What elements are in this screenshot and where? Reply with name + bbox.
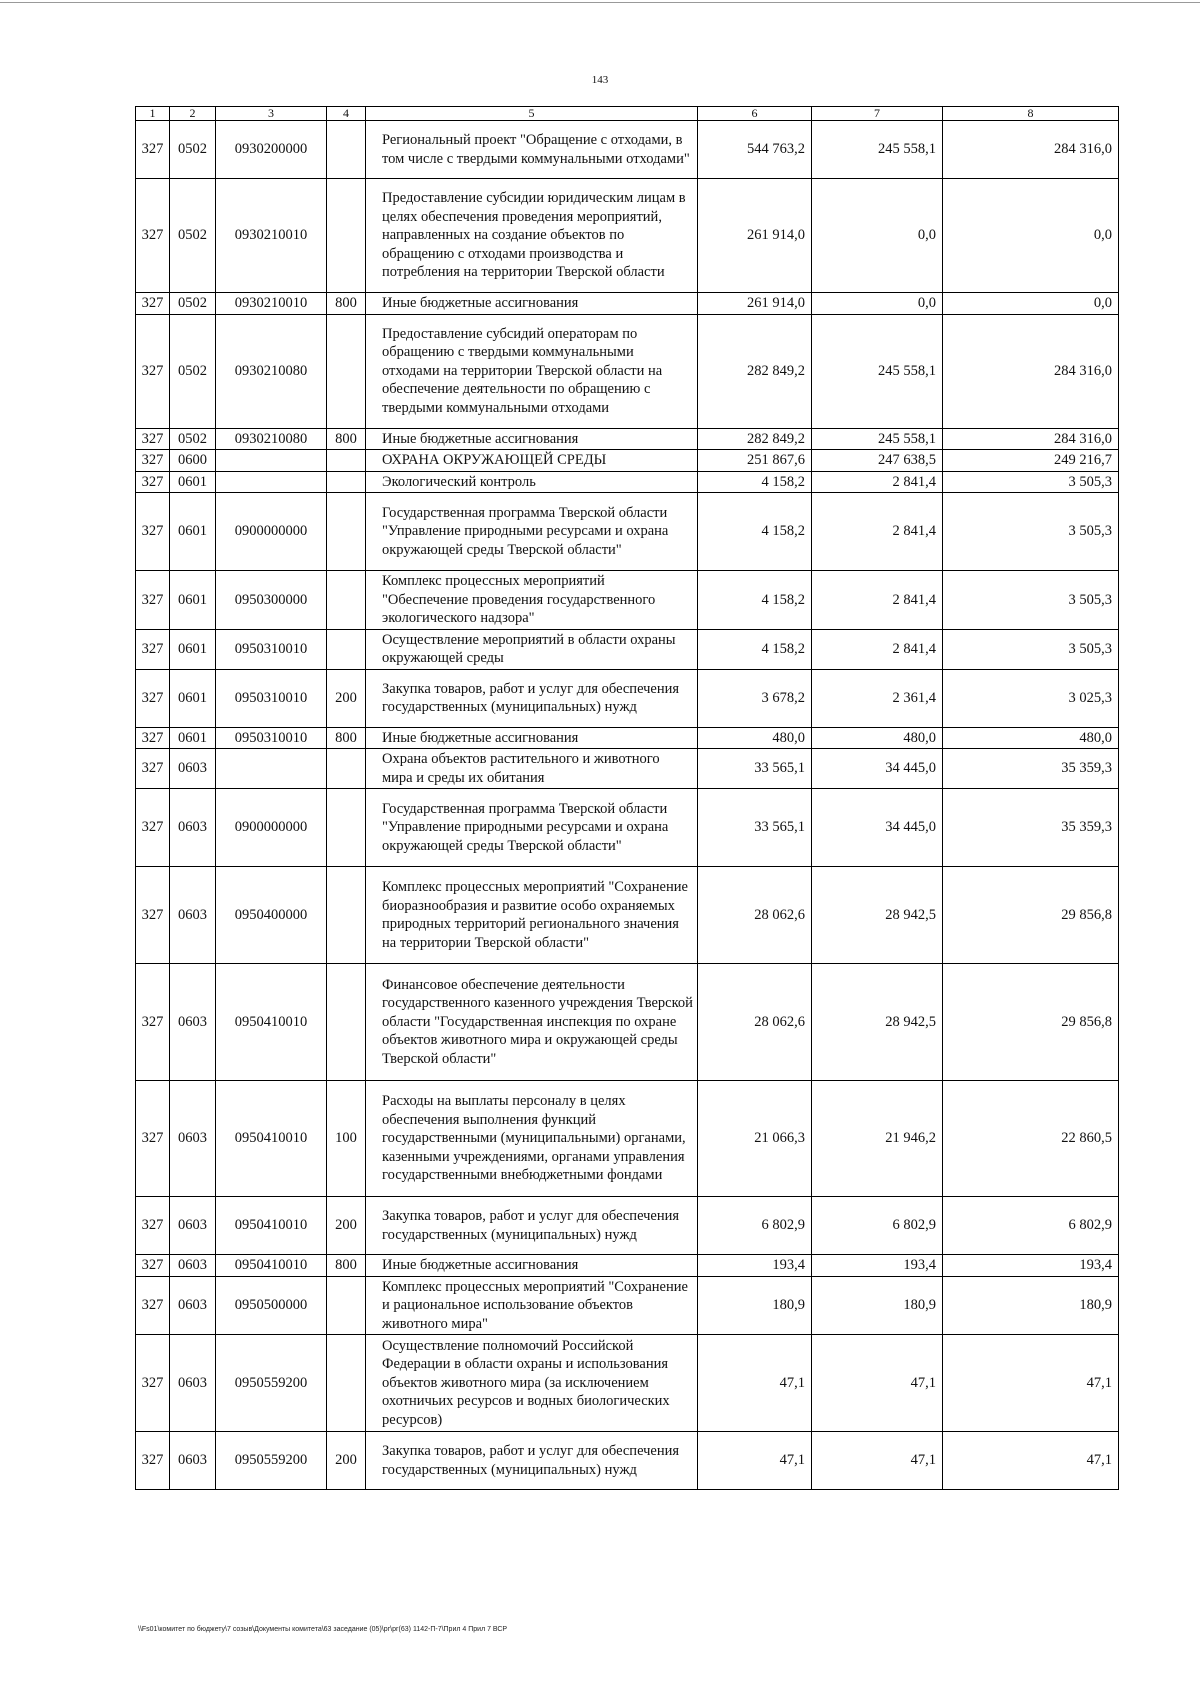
cell-amount-2025: 21 946,2 (812, 1081, 943, 1197)
cell-amount-2025: 2 841,4 (812, 471, 943, 493)
cell-section-code: 0601 (170, 493, 216, 571)
cell-amount-2025: 0,0 (812, 293, 943, 315)
cell-section-code: 0502 (170, 314, 216, 428)
cell-amount-2024: 4 158,2 (698, 571, 812, 630)
cell-section-code: 0600 (170, 450, 216, 472)
column-header-1: 1 (136, 107, 170, 121)
cell-admin-code: 327 (136, 493, 170, 571)
cell-amount-2024: 251 867,6 (698, 450, 812, 472)
cell-expense-type (327, 493, 366, 571)
cell-amount-2026: 284 316,0 (943, 121, 1119, 179)
cell-amount-2025: 2 841,4 (812, 571, 943, 630)
column-header-2: 2 (170, 107, 216, 121)
cell-expense-type (327, 450, 366, 472)
cell-expense-type: 200 (327, 669, 366, 727)
cell-amount-2025: 28 942,5 (812, 867, 943, 964)
cell-description: Закупка товаров, работ и услуг для обеспечения государственных (муниципальных) нужд (366, 669, 698, 727)
cell-section-code: 0603 (170, 1335, 216, 1432)
column-header-3: 3 (216, 107, 327, 121)
cell-target-article (216, 749, 327, 789)
cell-amount-2026: 3 505,3 (943, 629, 1119, 669)
cell-amount-2026: 0,0 (943, 293, 1119, 315)
cell-description: Государственная программа Тверской области "Управление природными ресурсами и охрана окружающей среды Тверской области" (366, 789, 698, 867)
cell-amount-2024: 3 678,2 (698, 669, 812, 727)
cell-amount-2024: 33 565,1 (698, 749, 812, 789)
table-row (136, 1432, 1119, 1490)
cell-admin-code: 327 (136, 867, 170, 964)
cell-expense-type (327, 1335, 366, 1432)
cell-target-article: 0950400000 (216, 867, 327, 964)
cell-amount-2024: 4 158,2 (698, 471, 812, 493)
cell-amount-2026: 6 802,9 (943, 1197, 1119, 1255)
cell-expense-type (327, 471, 366, 493)
cell-expense-type (327, 867, 366, 964)
cell-amount-2026: 180,9 (943, 1276, 1119, 1335)
cell-section-code: 0502 (170, 428, 216, 450)
cell-target-article: 0930210080 (216, 428, 327, 450)
cell-admin-code: 327 (136, 571, 170, 630)
cell-description: Охрана объектов растительного и животного мира и среды их обитания (366, 749, 698, 789)
cell-amount-2025: 245 558,1 (812, 314, 943, 428)
cell-admin-code: 327 (136, 179, 170, 293)
cell-amount-2025: 180,9 (812, 1276, 943, 1335)
cell-expense-type (327, 179, 366, 293)
cell-amount-2025: 34 445,0 (812, 749, 943, 789)
table-row (136, 629, 1119, 669)
cell-section-code: 0601 (170, 471, 216, 493)
cell-description: Иные бюджетные ассигнования (366, 1255, 698, 1277)
cell-target-article: 0950300000 (216, 571, 327, 630)
cell-amount-2026: 47,1 (943, 1335, 1119, 1432)
column-header-6: 6 (698, 107, 812, 121)
cell-description: Осуществление полномочий Российской Федерации в области охраны и использования объектов животного мира (за исключением охотничьих ресурсов и водных биологических ресурсов) (366, 1335, 698, 1432)
cell-target-article: 0930200000 (216, 121, 327, 179)
cell-amount-2025: 245 558,1 (812, 121, 943, 179)
cell-amount-2024: 544 763,2 (698, 121, 812, 179)
table-row (136, 867, 1119, 964)
table-row (136, 428, 1119, 450)
table-row (136, 293, 1119, 315)
cell-section-code: 0603 (170, 1255, 216, 1277)
cell-amount-2024: 180,9 (698, 1276, 812, 1335)
cell-admin-code: 327 (136, 1432, 170, 1490)
cell-amount-2026: 35 359,3 (943, 749, 1119, 789)
header-row (136, 107, 1119, 121)
cell-description: Комплекс процессных мероприятий "Сохранение биоразнообразия и развитие особо охраняемых природных территорий регионального значения на территории Тверской области" (366, 867, 698, 964)
cell-admin-code: 327 (136, 471, 170, 493)
table-row (136, 727, 1119, 749)
cell-admin-code: 327 (136, 293, 170, 315)
cell-amount-2025: 34 445,0 (812, 789, 943, 867)
cell-amount-2025: 2 841,4 (812, 493, 943, 571)
cell-amount-2025: 47,1 (812, 1432, 943, 1490)
column-header-5: 5 (366, 107, 698, 121)
cell-expense-type: 100 (327, 1081, 366, 1197)
cell-admin-code: 327 (136, 1335, 170, 1432)
table-row (136, 749, 1119, 789)
cell-admin-code: 327 (136, 1197, 170, 1255)
cell-target-article: 0950410010 (216, 1197, 327, 1255)
cell-amount-2024: 21 066,3 (698, 1081, 812, 1197)
cell-amount-2026: 29 856,8 (943, 964, 1119, 1081)
cell-target-article (216, 450, 327, 472)
cell-section-code: 0603 (170, 789, 216, 867)
cell-description: Государственная программа Тверской области "Управление природными ресурсами и охрана окружающей среды Тверской области" (366, 493, 698, 571)
cell-section-code: 0502 (170, 179, 216, 293)
cell-section-code: 0603 (170, 867, 216, 964)
cell-amount-2026: 3 505,3 (943, 493, 1119, 571)
cell-admin-code: 327 (136, 121, 170, 179)
table-row (136, 493, 1119, 571)
cell-section-code: 0603 (170, 1081, 216, 1197)
cell-target-article: 0950500000 (216, 1276, 327, 1335)
cell-admin-code: 327 (136, 669, 170, 727)
cell-description: Экологический контроль (366, 471, 698, 493)
cell-amount-2026: 29 856,8 (943, 867, 1119, 964)
cell-amount-2026: 3 505,3 (943, 471, 1119, 493)
cell-target-article: 0950410010 (216, 1255, 327, 1277)
cell-amount-2024: 4 158,2 (698, 493, 812, 571)
table-row (136, 1197, 1119, 1255)
cell-amount-2024: 261 914,0 (698, 179, 812, 293)
file-path-footer: \\Fs01\комитет по бюджету\7 созыв\Документы комитета\63 заседание (05)\рг\рг(63) 1142-П-7\Прил 4 Прил 7 ВСР (138, 1626, 508, 1633)
cell-amount-2026: 480,0 (943, 727, 1119, 749)
cell-target-article: 0930210010 (216, 179, 327, 293)
cell-admin-code: 327 (136, 1255, 170, 1277)
cell-target-article: 0900000000 (216, 789, 327, 867)
column-header-4: 4 (327, 107, 366, 121)
cell-description: Комплекс процессных мероприятий "Обеспечение проведения государственного экологического надзора" (366, 571, 698, 630)
cell-section-code: 0603 (170, 964, 216, 1081)
cell-expense-type (327, 749, 366, 789)
cell-description: Региональный проект "Обращение с отходами, в том числе с твердыми коммунальными отходами" (366, 121, 698, 179)
column-header-8: 8 (943, 107, 1119, 121)
cell-target-article: 0930210010 (216, 293, 327, 315)
cell-admin-code: 327 (136, 789, 170, 867)
cell-amount-2026: 193,4 (943, 1255, 1119, 1277)
cell-expense-type (327, 314, 366, 428)
table-row (136, 789, 1119, 867)
cell-expense-type (327, 964, 366, 1081)
cell-expense-type: 800 (327, 428, 366, 450)
cell-expense-type: 200 (327, 1432, 366, 1490)
cell-amount-2024: 282 849,2 (698, 314, 812, 428)
cell-amount-2026: 22 860,5 (943, 1081, 1119, 1197)
cell-section-code: 0603 (170, 1197, 216, 1255)
cell-amount-2026: 249 216,7 (943, 450, 1119, 472)
table-row (136, 1276, 1119, 1335)
cell-amount-2025: 2 361,4 (812, 669, 943, 727)
cell-amount-2024: 4 158,2 (698, 629, 812, 669)
cell-description: Комплекс процессных мероприятий "Сохранение и рациональное использование объектов животного мира" (366, 1276, 698, 1335)
cell-amount-2026: 47,1 (943, 1432, 1119, 1490)
cell-amount-2024: 261 914,0 (698, 293, 812, 315)
cell-description: Иные бюджетные ассигнования (366, 428, 698, 450)
table-row (136, 121, 1119, 179)
cell-expense-type: 200 (327, 1197, 366, 1255)
cell-target-article: 0950310010 (216, 669, 327, 727)
cell-amount-2024: 28 062,6 (698, 964, 812, 1081)
cell-target-article: 0950410010 (216, 1081, 327, 1197)
cell-section-code: 0601 (170, 669, 216, 727)
cell-admin-code: 327 (136, 964, 170, 1081)
cell-target-article (216, 471, 327, 493)
cell-description: Предоставление субсидии юридическим лицам в целях обеспечения проведения мероприятий, направленных на создание объектов по обращению с отходами производства и потребления на территории Тверской области (366, 179, 698, 293)
cell-description: Предоставление субсидий операторам по обращению с твердыми коммунальными отходами на территории Тверской области на обеспечение деятельности по обращению с твердыми коммунальными отходами (366, 314, 698, 428)
cell-description: Закупка товаров, работ и услуг для обеспечения государственных (муниципальных) нужд (366, 1197, 698, 1255)
cell-expense-type: 800 (327, 293, 366, 315)
cell-admin-code: 327 (136, 314, 170, 428)
table-row (136, 1081, 1119, 1197)
cell-amount-2026: 3 025,3 (943, 669, 1119, 727)
cell-description: ОХРАНА ОКРУЖАЮЩЕЙ СРЕДЫ (366, 450, 698, 472)
cell-description: Закупка товаров, работ и услуг для обеспечения государственных (муниципальных) нужд (366, 1432, 698, 1490)
cell-section-code: 0603 (170, 1432, 216, 1490)
column-header-7: 7 (812, 107, 943, 121)
cell-section-code: 0601 (170, 571, 216, 630)
cell-section-code: 0601 (170, 727, 216, 749)
page-number: 143 (591, 74, 609, 86)
cell-section-code: 0601 (170, 629, 216, 669)
cell-description: Осуществление мероприятий в области охраны окружающей среды (366, 629, 698, 669)
cell-admin-code: 327 (136, 727, 170, 749)
cell-target-article: 0950310010 (216, 727, 327, 749)
cell-amount-2024: 47,1 (698, 1335, 812, 1432)
table-body (136, 107, 1119, 1490)
cell-amount-2025: 245 558,1 (812, 428, 943, 450)
table-row (136, 571, 1119, 630)
budget-table (135, 106, 1119, 1490)
table-row (136, 450, 1119, 472)
cell-expense-type (327, 789, 366, 867)
table-row (136, 1335, 1119, 1432)
cell-expense-type: 800 (327, 1255, 366, 1277)
table-row (136, 1255, 1119, 1277)
cell-section-code: 0502 (170, 293, 216, 315)
cell-expense-type: 800 (327, 727, 366, 749)
cell-amount-2025: 247 638,5 (812, 450, 943, 472)
cell-section-code: 0603 (170, 1276, 216, 1335)
cell-amount-2026: 284 316,0 (943, 428, 1119, 450)
cell-amount-2024: 480,0 (698, 727, 812, 749)
cell-target-article: 0950310010 (216, 629, 327, 669)
cell-amount-2024: 282 849,2 (698, 428, 812, 450)
cell-amount-2025: 28 942,5 (812, 964, 943, 1081)
cell-amount-2024: 193,4 (698, 1255, 812, 1277)
cell-target-article: 0900000000 (216, 493, 327, 571)
cell-amount-2024: 28 062,6 (698, 867, 812, 964)
cell-admin-code: 327 (136, 629, 170, 669)
cell-expense-type (327, 1276, 366, 1335)
cell-amount-2024: 47,1 (698, 1432, 812, 1490)
cell-amount-2026: 35 359,3 (943, 789, 1119, 867)
cell-description: Иные бюджетные ассигнования (366, 727, 698, 749)
cell-target-article: 0950410010 (216, 964, 327, 1081)
cell-amount-2026: 3 505,3 (943, 571, 1119, 630)
table-row (136, 314, 1119, 428)
cell-target-article: 0950559200 (216, 1432, 327, 1490)
table-row (136, 669, 1119, 727)
cell-expense-type (327, 571, 366, 630)
cell-section-code: 0502 (170, 121, 216, 179)
cell-amount-2026: 0,0 (943, 179, 1119, 293)
cell-expense-type (327, 629, 366, 669)
scan-edge-line (0, 2, 1200, 3)
cell-description: Финансовое обеспечение деятельности государственного казенного учреждения Тверской области "Государственная инспекция по охране объектов животного мира и окружающей среды Тверской области" (366, 964, 698, 1081)
cell-admin-code: 327 (136, 1276, 170, 1335)
cell-expense-type (327, 121, 366, 179)
cell-section-code: 0603 (170, 749, 216, 789)
cell-description: Расходы на выплаты персоналу в целях обеспечения выполнения функций государственными (муниципальными) органами, казенными учреждениями, органами управления государственными внебюджетными фондами (366, 1081, 698, 1197)
table-row (136, 964, 1119, 1081)
cell-target-article: 0930210080 (216, 314, 327, 428)
cell-amount-2025: 6 802,9 (812, 1197, 943, 1255)
cell-admin-code: 327 (136, 450, 170, 472)
cell-amount-2025: 0,0 (812, 179, 943, 293)
cell-amount-2025: 2 841,4 (812, 629, 943, 669)
table-row (136, 179, 1119, 293)
cell-admin-code: 327 (136, 428, 170, 450)
cell-amount-2025: 193,4 (812, 1255, 943, 1277)
table-row (136, 471, 1119, 493)
cell-admin-code: 327 (136, 749, 170, 789)
cell-amount-2026: 284 316,0 (943, 314, 1119, 428)
cell-target-article: 0950559200 (216, 1335, 327, 1432)
cell-amount-2024: 6 802,9 (698, 1197, 812, 1255)
cell-amount-2025: 47,1 (812, 1335, 943, 1432)
cell-admin-code: 327 (136, 1081, 170, 1197)
cell-amount-2025: 480,0 (812, 727, 943, 749)
cell-amount-2024: 33 565,1 (698, 789, 812, 867)
cell-description: Иные бюджетные ассигнования (366, 293, 698, 315)
